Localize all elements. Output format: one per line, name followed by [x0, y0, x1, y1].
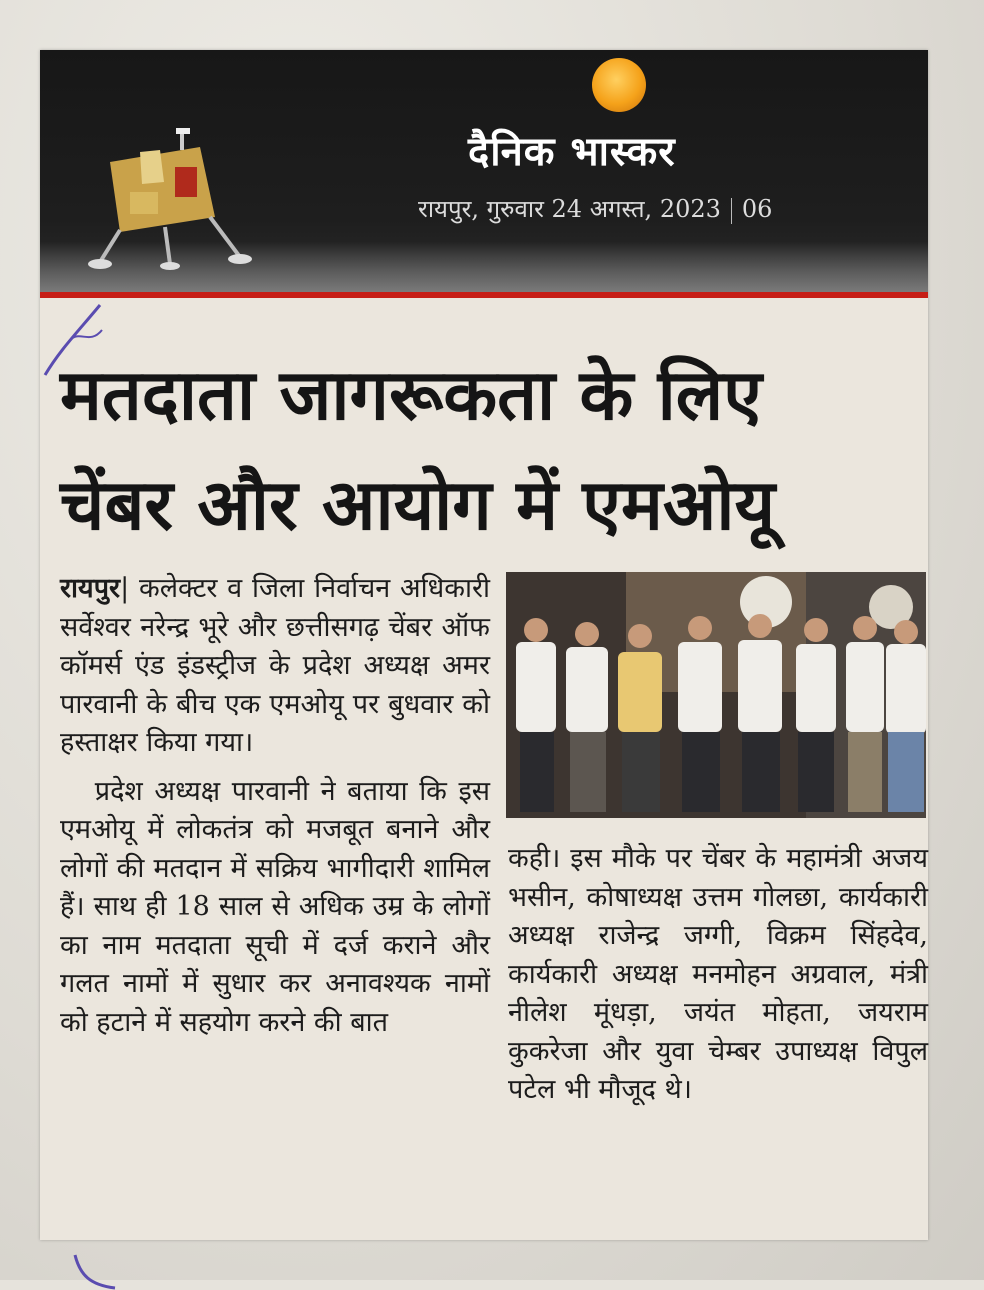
article-left-column [60, 570, 490, 1042]
group-photo-image [506, 572, 926, 818]
paragraph-1-text: कलेक्टर व जिला निर्वाचन अधिकारी सर्वेश्वर नरेन्द्र भूरे और छत्तीसगढ़ चेंबर ऑफ कॉमर्स एंड इंडस्ट्रीज के प्रदेश अध्यक्ष अमर पारवानी के बीच एक एमओयू पर बुधवार को हस्ताक्षर किया गया। [60, 573, 490, 758]
newspaper-clipping [40, 50, 928, 1240]
dateline-separator [731, 198, 732, 224]
masthead [40, 50, 928, 292]
paragraph-gap [60, 763, 490, 773]
sun-logo-icon [592, 58, 646, 112]
dateline-bar: | [120, 573, 139, 604]
headline-line-1: मतदाता जागरूकता के लिए [60, 354, 762, 436]
paragraph-1 [60, 570, 490, 763]
dateline-text: रायपुर, गुरुवार 24 अगस्त, 2023 [418, 195, 721, 223]
paragraph-2 [60, 773, 490, 1043]
paragraph-2-text: प्रदेश अध्यक्ष पारवानी ने बताया कि इस एमओयू में लोकतंत्र को मजबूत बनाने और लोगों की मतदान में सक्रिय भागीदारी शामिल हैं। साथ ही 18 साल से अधिक उम्र के लोगों का नाम मतदाता सूची में दर्ज कराने और गलत नामों में सुधार कर अनावश्यक नामों को हटाने में सहयोग करने की बात [60, 775, 490, 1038]
dateline [418, 192, 772, 225]
article-dateline: रायपुर [60, 573, 121, 604]
article-right-column [508, 840, 928, 1110]
group-photo [506, 572, 926, 818]
paragraph-3-text: कही। इस मौके पर चेंबर के महामंत्री अजय भसीन, कोषाध्यक्ष उत्तम गोलछा, कार्यकारी अध्यक्ष राजेन्द्र जग्गी, विक्रम सिंहदेव, कार्यकारी अध्यक्ष मनमोहन अग्रवाल, मंत्री नीलेश मूंधड़ा, जयंत मोहता, जयराम कुकरेजा और युवा चेम्बर उपाध्यक्ष विपुल पटेल भी मौजूद थे। [508, 843, 928, 1105]
pen-mark-corner [70, 1250, 120, 1290]
paper-name: दैनिक भास्कर [468, 129, 676, 175]
masthead-rule [40, 292, 928, 298]
lunar-lander-icon [80, 122, 260, 272]
page-number: 06 [741, 195, 773, 223]
headline-line-2: चेंबर और आयोग में एमओयू [60, 464, 776, 546]
